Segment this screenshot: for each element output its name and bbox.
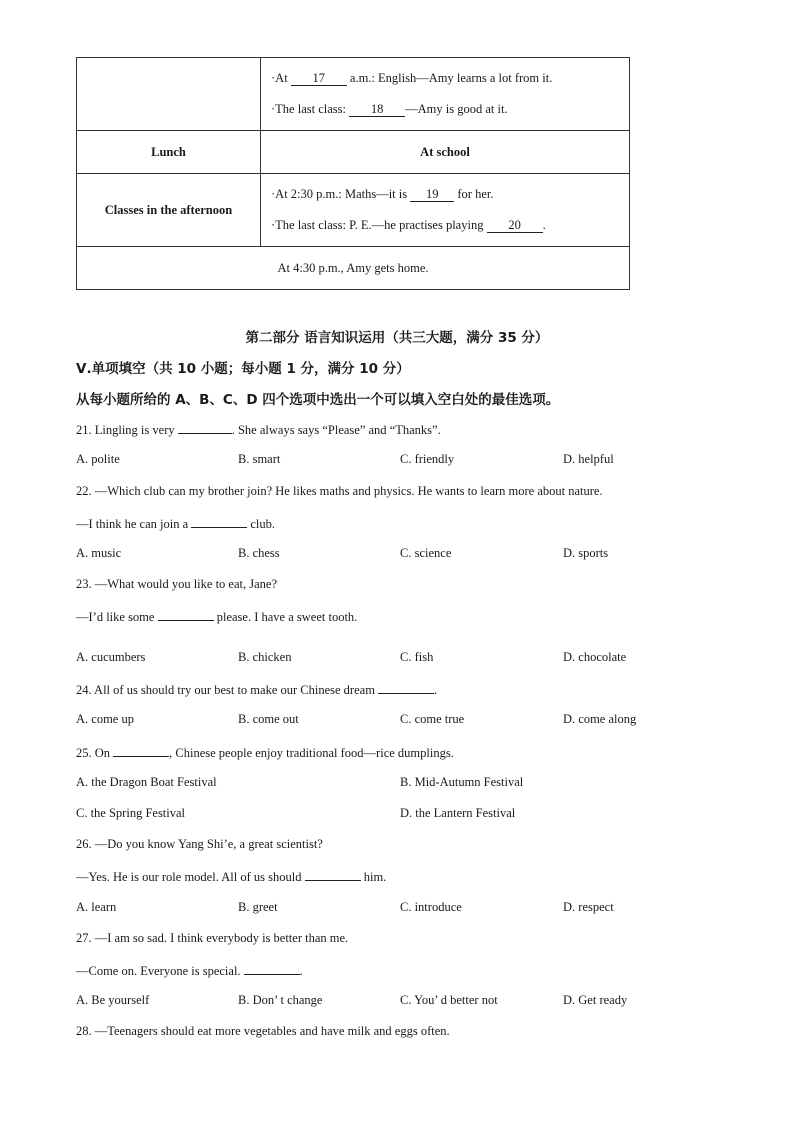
table-cell: ·At 17 a.m.: English—Amy learns a lot from it. ·The last class: 18 —Amy is good at it. bbox=[261, 58, 630, 131]
answer-blank: 19 bbox=[410, 187, 454, 202]
option-b[interactable]: B. chess bbox=[238, 546, 280, 560]
option-c[interactable]: C. You’ d better not bbox=[400, 993, 498, 1007]
table-cell: ·At 2:30 p.m.: Maths—it is 19 for her. ·The last class: P. E.—he practises playing 20 . bbox=[261, 174, 630, 247]
part-title: 第二部分 语言知识运用（共三大题，满分 35 分） bbox=[245, 330, 549, 346]
table-row bbox=[77, 174, 630, 247]
question-24: 24. All of us should try our best to make our Chinese dream . bbox=[76, 683, 438, 697]
answer-blank: 18 bbox=[349, 102, 405, 117]
option-a[interactable]: A. cucumbers bbox=[76, 650, 146, 664]
question-22-answer-line: —I think he can join a club. bbox=[76, 517, 276, 531]
option-b[interactable]: B. smart bbox=[238, 452, 281, 466]
option-c[interactable]: C. science bbox=[400, 546, 452, 560]
option-d[interactable]: D. the Lantern Festival bbox=[400, 806, 516, 820]
option-d[interactable]: D. helpful bbox=[563, 452, 614, 466]
question-26: 26. —Do you know Yang Shi’e, a great scientist? bbox=[76, 837, 323, 851]
question-27: 27. —I am so sad. I think everybody is better than me. bbox=[76, 931, 349, 945]
option-c[interactable]: C. introduce bbox=[400, 900, 462, 914]
question-27-answer-line: —Come on. Everyone is special. . bbox=[76, 964, 303, 978]
option-d[interactable]: D. sports bbox=[563, 546, 609, 560]
table-cell-at-school: At school bbox=[261, 131, 630, 174]
answer-blank: 17 bbox=[291, 71, 347, 86]
option-a[interactable]: A. music bbox=[76, 546, 122, 560]
option-c[interactable]: C. fish bbox=[400, 650, 434, 664]
option-a[interactable]: A. Be yourself bbox=[76, 993, 150, 1007]
option-a[interactable]: A. learn bbox=[76, 900, 117, 914]
option-d[interactable]: D. Get ready bbox=[563, 993, 628, 1007]
question-22: 22. —Which club can my brother join? He likes maths and physics. He wants to learn more about nature. bbox=[76, 484, 603, 498]
table-row bbox=[77, 131, 630, 174]
answer-blank bbox=[244, 962, 300, 975]
answer-blank bbox=[305, 868, 361, 881]
answer-blank bbox=[113, 744, 169, 757]
option-a[interactable]: A. the Dragon Boat Festival bbox=[76, 775, 217, 789]
option-b[interactable]: B. Don’ t change bbox=[238, 993, 323, 1007]
answer-blank bbox=[378, 681, 434, 694]
schedule-table bbox=[76, 57, 630, 290]
question-23: 23. —What would you like to eat, Jane? bbox=[76, 577, 277, 591]
table-cell-afternoon: Classes in the afternoon bbox=[77, 174, 261, 247]
answer-blank: 20 bbox=[487, 218, 543, 233]
section-title: Ⅴ.单项填空（共 10 小题；每小题 1 分，满分 10 分） bbox=[76, 361, 410, 377]
option-d[interactable]: D. chocolate bbox=[563, 650, 627, 664]
table-row bbox=[77, 247, 630, 290]
option-d[interactable]: D. come along bbox=[563, 712, 637, 726]
question-28: 28. —Teenagers should eat more vegetables and have milk and eggs often. bbox=[76, 1024, 450, 1038]
option-b[interactable]: B. chicken bbox=[238, 650, 292, 664]
option-c[interactable]: C. the Spring Festival bbox=[76, 806, 186, 820]
question-21: 21. Lingling is very . She always says “Please” and “Thanks”. bbox=[76, 423, 441, 437]
table-cell-lunch: Lunch bbox=[77, 131, 261, 174]
option-c[interactable]: C. friendly bbox=[400, 452, 455, 466]
table-cell-gets-home: At 4:30 p.m., Amy gets home. bbox=[77, 247, 630, 290]
section-instructions: 从每小题所给的 A、B、C、D 四个选项中选出一个可以填入空白处的最佳选项。 bbox=[76, 392, 560, 408]
question-26-answer-line: —Yes. He is our role model. All of us should him. bbox=[76, 870, 387, 884]
question-25: 25. On , Chinese people enjoy traditional food—rice dumplings. bbox=[76, 746, 454, 760]
answer-blank bbox=[191, 515, 247, 528]
option-d[interactable]: D. respect bbox=[563, 900, 614, 914]
table-cell-empty bbox=[77, 58, 261, 131]
answer-blank bbox=[178, 421, 232, 434]
option-b[interactable]: B. greet bbox=[238, 900, 278, 914]
option-a[interactable]: A. polite bbox=[76, 452, 120, 466]
table-row bbox=[77, 58, 630, 131]
option-c[interactable]: C. come true bbox=[400, 712, 465, 726]
question-23-answer-line: —I’d like some please. I have a sweet tooth. bbox=[76, 610, 358, 624]
option-a[interactable]: A. come up bbox=[76, 712, 134, 726]
answer-blank bbox=[158, 608, 214, 621]
option-b[interactable]: B. come out bbox=[238, 712, 299, 726]
option-b[interactable]: B. Mid-Autumn Festival bbox=[400, 775, 524, 789]
